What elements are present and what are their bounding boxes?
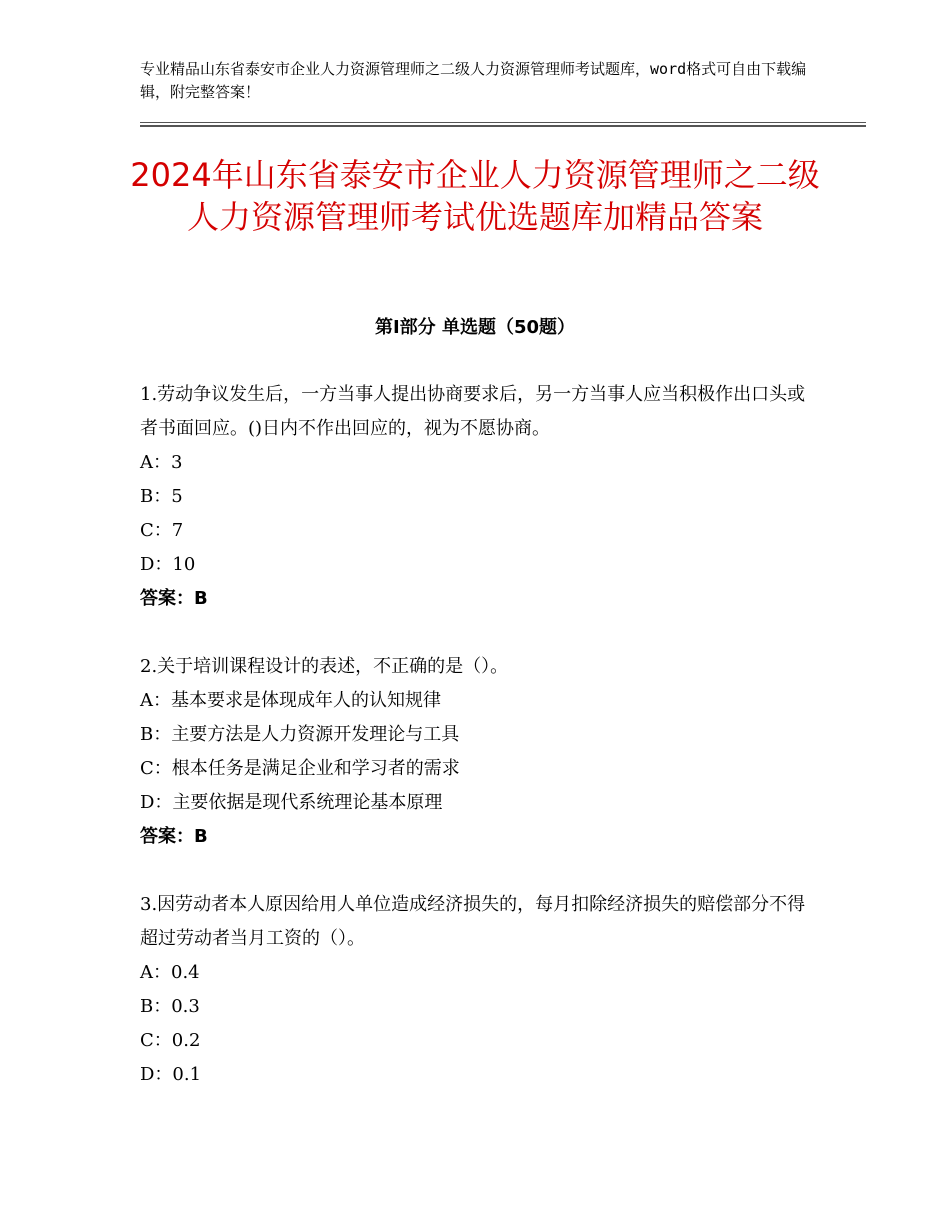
- option-b: B：主要方法是人力资源开发理论与工具: [140, 724, 460, 745]
- question-3: [140, 888, 810, 1092]
- question-1: [140, 378, 810, 616]
- header-divider: [140, 122, 866, 127]
- option-d: D：主要依据是现代系统理论基本原理: [140, 792, 443, 813]
- option-b: B：5: [140, 486, 183, 507]
- question-stem: 2.关于培训课程设计的表述，不正确的是（）。: [140, 656, 509, 677]
- option-d: D：0.1: [140, 1064, 202, 1085]
- option-a: A：3: [140, 452, 183, 473]
- option-c: C：根本任务是满足企业和学习者的需求: [140, 758, 460, 779]
- option-c: C：0.2: [140, 1030, 201, 1051]
- answer: 答案：B: [140, 826, 208, 847]
- question-2: [140, 650, 810, 854]
- question-stem: 1.劳动争议发生后，一方当事人提出协商要求后，另一方当事人应当积极作出口头或者书面回应。()日内不作出回应的，视为不愿协商。: [140, 384, 806, 439]
- header-note: 专业精品山东省泰安市企业人力资源管理师之二级人力资源管理师考试题库，word格式可自由下载编辑，附完整答案！: [140, 60, 807, 101]
- document-title: 2024年山东省泰安市企业人力资源管理师之二级人力资源管理师考试优选题库加精品答案: [130, 156, 820, 236]
- option-c: C：7: [140, 520, 184, 541]
- option-d: D：10: [140, 554, 196, 575]
- question-stem: 3.因劳动者本人原因给用人单位造成经济损失的，每月扣除经济损失的赔偿部分不得超过劳动者当月工资的（）。: [140, 894, 806, 949]
- section-heading: 第Ⅰ部分 单选题（50题）: [374, 317, 575, 338]
- option-a: A：基本要求是体现成年人的认知规律: [140, 690, 441, 711]
- answer: 答案：B: [140, 588, 208, 609]
- option-b: B：0.3: [140, 996, 200, 1017]
- question-list: [140, 378, 810, 1126]
- option-a: A：0.4: [140, 962, 200, 983]
